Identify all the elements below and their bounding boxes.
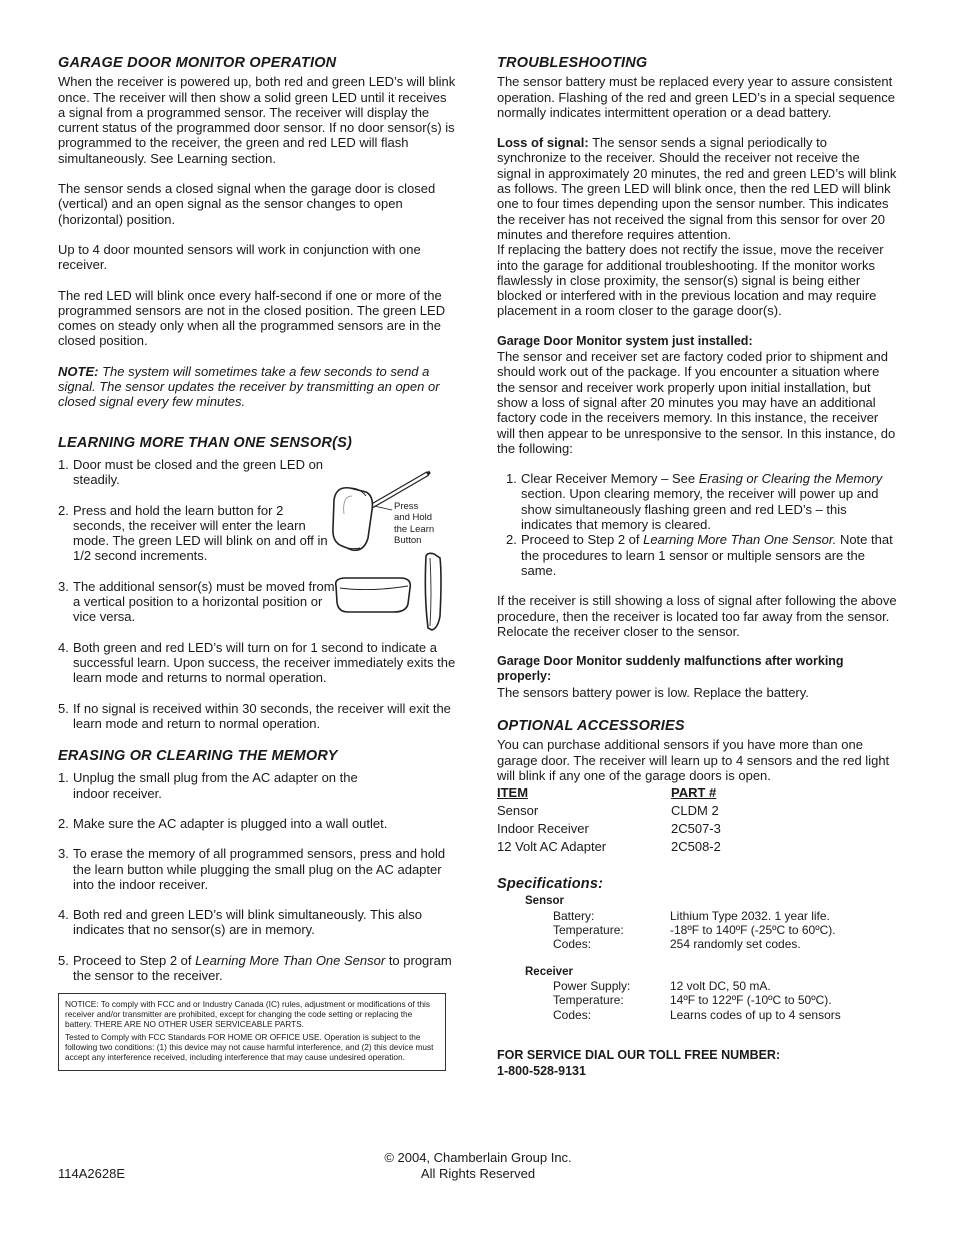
column-header-item: ITEM	[497, 785, 529, 801]
spec-row: Temperature: -18ºF to 140ºF (-25ºC to 60ºC).	[553, 923, 836, 938]
spec-row: Codes: Learns codes of up to 4 sensors	[553, 1007, 841, 1022]
operation-paragraph-3: Up to 4 door mounted sensors will work in conjunction with one receiver.	[58, 241, 421, 273]
table-row: 12 Volt AC Adapter 2C508-2	[497, 839, 721, 855]
erasing-step: 2. Make sure the AC adapter is plugged into a wall outlet.	[58, 815, 388, 831]
note-label: NOTE:	[58, 363, 99, 379]
learning-step: 1. Door must be closed and the green LED on steadily.	[58, 456, 324, 488]
malfunction-heading: Garage Door Monitor suddenly malfunctions after working properly:	[497, 654, 844, 684]
accessories-paragraph: You can purchase additional sensors if you have more than one garage door. The receiver will learn up to 4 sensors and the red light will blink if any one of the garage doors is open.	[497, 737, 890, 783]
installed-paragraph: The sensor and receiver set are factory coded prior to shipment and should work out of the package. If you encounter a situation where the sensor and receiver work properly upon initial installation, but show a loss of signal after 20 minutes you may have an additional factory code in the receivers memory. In this instance, the receiver will then appear to be unresponsive to the sensor. In this instance, do the following:	[497, 349, 896, 456]
callout-leader	[374, 506, 392, 510]
specifications-heading: Specifications:	[497, 876, 604, 893]
troubleshooting-paragraph-1: The sensor battery must be replaced every year to assure consistent operation. Flashing of the red and green LED’s in a special sequence normally indicates intermittent operation or a dead battery.	[497, 74, 895, 120]
spec-sensor-table	[553, 909, 836, 952]
spec-sensor-label: Sensor	[525, 895, 564, 908]
erasing-heading: ERASING OR CLEARING THE MEMORY	[58, 748, 338, 765]
table-row: Indoor Receiver 2C507-3	[497, 821, 721, 837]
loss-of-signal-paragraph: Loss of signal: The sensor sends a signal periodically to synchronize to the receiver. Should the receiver not receive the signal in approximately 20 minutes, the red and green LED’s will blink as follows. The green LED will blink once, then the red LED will blink one to four times depending upon the sensor number. This indicates the receiver has not received the signal from this sensor for over 20 minutes and therefore requires attention.	[497, 135, 897, 242]
installed-step: 1. Clear Receiver Memory – See Erasing or Clearing the Memory section. Upon clearing memory, the receiver will power up and show simultaneously flashing green and red LED’s – this indicates that memory is cleared.	[506, 471, 883, 533]
erasing-step: 3. To erase the memory of all programmed sensors, press and hold the learn button while plugging the small plug on the AC adapter into the indoor receiver.	[58, 846, 446, 892]
learning-step: 3. The additional sensor(s) must be moved from a vertical position to a horizontal position or vice versa.	[58, 578, 335, 625]
table-row: Sensor CLDM 2	[497, 803, 719, 819]
copyright-block	[340, 1150, 616, 1182]
specifications-block	[525, 894, 897, 1021]
operation-paragraph-4: The red LED will blink once every half-second if one or more of the programmed sensors are not in the closed position. The green LED comes on steady only when all the programmed sensors are in the closed position.	[58, 287, 446, 349]
fcc-notice-box	[58, 993, 446, 1071]
service-info	[497, 1047, 897, 1079]
sensor-illustration	[330, 466, 460, 656]
spec-receiver-table	[553, 979, 841, 1022]
table-header-row	[497, 785, 721, 803]
accessories-table	[497, 785, 721, 857]
installed-steps	[506, 471, 897, 578]
erasing-step: 5. Proceed to Step 2 of Learning More Than One Sensor to program the sensor to the receiver.	[58, 952, 452, 984]
erasing-step: 1. Unplug the small plug from the AC adapter on the indoor receiver.	[58, 770, 358, 801]
service-phone: 1-800-528-9131	[497, 1063, 586, 1078]
operation-heading: GARAGE DOOR MONITOR OPERATION	[58, 55, 337, 71]
installed-heading: Garage Door Monitor system just installed:	[497, 333, 753, 348]
note-text: The system will sometimes take a few seconds to send a signal. The sensor updates the receiver by transmitting an open or closed signal every few minutes.	[58, 363, 440, 410]
still-loss-paragraph: If the receiver is still showing a loss of signal after following the above procedure, then the receiver is located too far away from the sensor. Relocate the receiver closer to the sensor.	[497, 593, 897, 639]
spec-row: Battery: Lithium Type 2032. 1 year life.	[553, 908, 830, 923]
erasing-steps	[58, 770, 456, 983]
learning-step: 4. Both green and red LED’s will turn on for 1 second to indicate a successful learn. Upon success, the receiver immediately exits the learn mode and returns to normal operation.	[58, 639, 456, 686]
spec-row: Temperature: 14ºF to 122ºF (-10ºC to 50ºC).	[553, 993, 832, 1008]
installed-step: 2. Proceed to Step 2 of Learning More Than One Sensor. Note that the procedures to learn 1 sensor or multiple sensors are the same.	[506, 532, 893, 578]
copyright-line: © 2004, Chamberlain Group Inc.	[384, 1150, 572, 1165]
spec-receiver-label: Receiver	[525, 965, 573, 978]
malfunction-paragraph: The sensors battery power is low. Replace the battery.	[497, 684, 809, 700]
loss-of-signal-label: Loss of signal:	[497, 135, 589, 151]
rights-line: All Rights Reserved	[420, 1166, 536, 1181]
column-header-part: PART #	[671, 785, 717, 801]
sensor-horizontal-icon	[336, 578, 411, 612]
operation-note	[58, 364, 456, 410]
troubleshooting-heading: TROUBLESHOOTING	[497, 55, 648, 71]
fcc-compliance-text: Tested to Comply with FCC Standards FOR HOME OR OFFICE USE. Operation is subject to the following two conditions: (1) this device may not cause harmful interference, and (2) this device must accept any interference received, including interference that may cause undesired operation.	[65, 1032, 434, 1063]
loss-of-signal-paragraph-2: If replacing the battery does not rectify the issue, move the receiver into the garage for additional troubleshooting. If the monitor works flawlessly in close proximity, the sensor(s) signal is being either blocked or interfered with in the previous location and may require placement in a room closer to the garage door(s).	[497, 242, 884, 319]
operation-paragraph-2: The sensor sends a closed signal when the garage door is closed (vertical) and an open signal as the sensor changes to open (horizontal) position.	[58, 181, 436, 227]
learning-heading: LEARNING MORE THAN ONE SENSOR(S)	[58, 434, 352, 451]
service-line: FOR SERVICE DIAL OUR TOLL FREE NUMBER:	[497, 1047, 781, 1062]
learning-step: 2. Press and hold the learn button for 2 seconds, the receiver will enter the learn mode. The green LED will blink on and off in 1/2 second increments.	[58, 502, 328, 564]
sensor-side-icon	[425, 553, 441, 630]
operation-paragraph-1: When the receiver is powered up, both red and green LED’s will blink once. The receiver will then show a solid green LED until it receives a signal from a programmed sensor. The receiver will display the current status of the programmed door sensor. If no door sensor(s) is programmed to the receiver, the green and red LED will flash simultaneously. See Learning section.	[58, 74, 456, 166]
erasing-step: 4. Both red and green LED’s will blink simultaneously. This also indicates that no sensor(s) are in memory.	[58, 907, 423, 938]
right-column	[497, 56, 897, 1079]
fcc-notice-text: NOTICE: To comply with FCC and or Industry Canada (IC) rules, adjustment or modifications of this receiver and/or transmitter are prohibited, except for changing the code setting or replacing the battery. THERE ARE NO OTHER USER SERVICEABLE PARTS.	[65, 999, 431, 1030]
spec-row: Codes: 254 randomly set codes.	[553, 937, 801, 952]
accessories-heading: OPTIONAL ACCESSORIES	[497, 717, 685, 734]
spec-row: Power Supply: 12 volt DC, 50 mA.	[553, 978, 771, 993]
learning-step: 5. If no signal is received within 30 seconds, the receiver will exit the learn mode and return to normal operation.	[58, 700, 451, 731]
learn-button-callout: Press and Hold the Learn Button	[394, 501, 435, 546]
sensor-vertical-icon	[333, 488, 372, 551]
document-number: 114A2628E	[58, 1166, 125, 1181]
